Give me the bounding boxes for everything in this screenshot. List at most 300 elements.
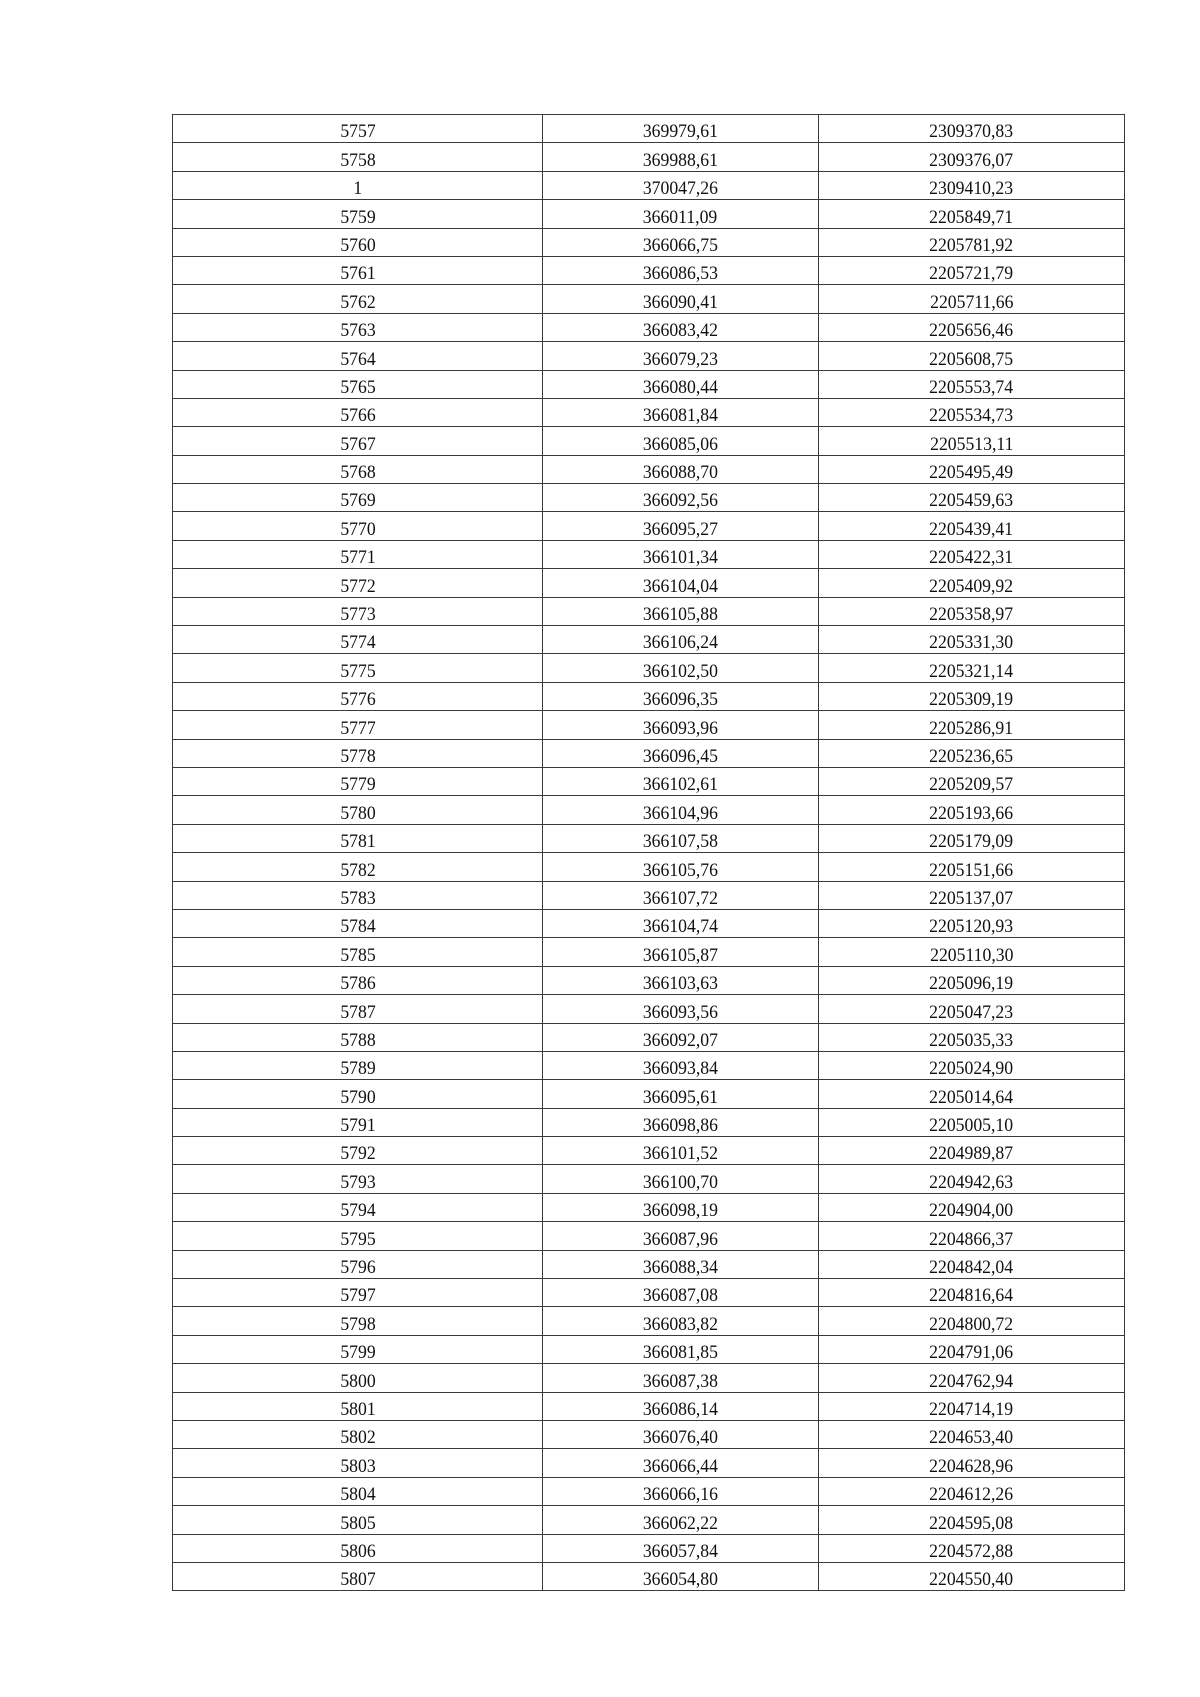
point-number-cell — [173, 1165, 543, 1193]
y-coordinate-cell — [819, 342, 1125, 370]
table-row — [173, 1506, 1125, 1534]
cell-text: 2205321,14 — [929, 660, 1014, 682]
cell-text: 5806 — [339, 1540, 376, 1562]
table-row — [173, 1108, 1125, 1136]
point-number-cell — [173, 313, 543, 341]
cell-text: 2205422,31 — [929, 547, 1014, 569]
table-row — [173, 1335, 1125, 1363]
y-coordinate-cell — [819, 370, 1125, 398]
x-coordinate-cell — [543, 171, 819, 199]
cell-text: 5760 — [339, 234, 376, 256]
coordinates-table-body — [173, 115, 1125, 1591]
x-coordinate-cell — [543, 200, 819, 228]
x-coordinate-cell — [543, 1279, 819, 1307]
point-number-cell — [173, 1364, 543, 1392]
cell-text: 5783 — [339, 887, 376, 909]
table-row — [173, 711, 1125, 739]
y-coordinate-cell — [819, 824, 1125, 852]
y-coordinate-cell — [819, 597, 1125, 625]
cell-text: 366079,23 — [642, 348, 719, 370]
table-row — [173, 1222, 1125, 1250]
point-number-cell — [173, 824, 543, 852]
cell-text: 2204572,88 — [929, 1540, 1014, 1562]
table-row — [173, 256, 1125, 284]
cell-text: 366057,84 — [642, 1540, 719, 1562]
cell-text: 2204628,96 — [929, 1455, 1014, 1477]
point-number-cell — [173, 569, 543, 597]
cell-text: 5765 — [339, 376, 376, 398]
cell-text: 366083,42 — [642, 320, 719, 342]
point-number-cell — [173, 228, 543, 256]
y-coordinate-cell — [819, 285, 1125, 313]
x-coordinate-cell — [543, 1023, 819, 1051]
cell-text: 2205286,91 — [929, 717, 1014, 739]
cell-text: 366095,61 — [642, 1086, 719, 1108]
x-coordinate-cell — [543, 597, 819, 625]
cell-text: 2205608,75 — [929, 348, 1014, 370]
cell-text: 5786 — [339, 973, 376, 995]
table-row — [173, 370, 1125, 398]
cell-text: 2204866,37 — [929, 1228, 1014, 1250]
y-coordinate-cell — [819, 1506, 1125, 1534]
table-row — [173, 540, 1125, 568]
point-number-cell — [173, 711, 543, 739]
point-number-cell — [173, 938, 543, 966]
cell-text: 5784 — [339, 916, 376, 938]
table-row — [173, 455, 1125, 483]
cell-text: 5759 — [339, 206, 376, 228]
cell-text: 5764 — [339, 348, 376, 370]
cell-text: 5763 — [339, 320, 376, 342]
y-coordinate-cell — [819, 626, 1125, 654]
cell-text: 2205110,30 — [929, 944, 1014, 966]
point-number-cell — [173, 342, 543, 370]
cell-text: 2205137,07 — [929, 887, 1014, 909]
point-number-cell — [173, 398, 543, 426]
cell-text: 366066,44 — [642, 1455, 719, 1477]
table-row — [173, 1420, 1125, 1448]
cell-text: 2205721,79 — [929, 263, 1014, 285]
cell-text: 5779 — [339, 774, 376, 796]
table-row — [173, 1449, 1125, 1477]
y-coordinate-cell — [819, 796, 1125, 824]
cell-text: 366104,04 — [642, 575, 719, 597]
x-coordinate-cell — [543, 370, 819, 398]
x-coordinate-cell — [543, 1193, 819, 1221]
cell-text: 5807 — [339, 1569, 376, 1591]
y-coordinate-cell — [819, 654, 1125, 682]
cell-text: 366104,74 — [642, 916, 719, 938]
cell-text: 5787 — [339, 1001, 376, 1023]
table-row — [173, 313, 1125, 341]
cell-text: 2205047,23 — [929, 1001, 1014, 1023]
point-number-cell — [173, 1335, 543, 1363]
point-number-cell — [173, 767, 543, 795]
y-coordinate-cell — [819, 313, 1125, 341]
y-coordinate-cell — [819, 115, 1125, 143]
table-row — [173, 909, 1125, 937]
table-row — [173, 1562, 1125, 1590]
cell-text: 366090,41 — [642, 291, 719, 313]
y-coordinate-cell — [819, 881, 1125, 909]
cell-text: 366102,50 — [642, 660, 719, 682]
table-row — [173, 1307, 1125, 1335]
x-coordinate-cell — [543, 824, 819, 852]
cell-text: 2204816,64 — [929, 1285, 1014, 1307]
cell-text: 2205711,66 — [929, 291, 1014, 313]
y-coordinate-cell — [819, 1392, 1125, 1420]
x-coordinate-cell — [543, 1165, 819, 1193]
cell-text: 2204942,63 — [929, 1171, 1014, 1193]
cell-text: 2205209,57 — [929, 774, 1014, 796]
point-number-cell — [173, 1108, 543, 1136]
table-row — [173, 995, 1125, 1023]
x-coordinate-cell — [543, 1534, 819, 1562]
cell-text: 5793 — [339, 1171, 376, 1193]
cell-text: 366087,96 — [642, 1228, 719, 1250]
table-row — [173, 1023, 1125, 1051]
cell-text: 5796 — [339, 1257, 376, 1279]
cell-text: 5802 — [339, 1427, 376, 1449]
x-coordinate-cell — [543, 569, 819, 597]
cell-text: 5772 — [339, 575, 376, 597]
cell-text: 5801 — [339, 1398, 376, 1420]
cell-text: 5803 — [339, 1455, 376, 1477]
cell-text: 2205849,71 — [929, 206, 1014, 228]
y-coordinate-cell — [819, 1250, 1125, 1278]
x-coordinate-cell — [543, 938, 819, 966]
cell-text: 5799 — [339, 1342, 376, 1364]
y-coordinate-cell — [819, 512, 1125, 540]
x-coordinate-cell — [543, 484, 819, 512]
cell-text: 2205358,97 — [929, 604, 1014, 626]
cell-text: 366095,27 — [642, 518, 719, 540]
table-row — [173, 1534, 1125, 1562]
y-coordinate-cell — [819, 682, 1125, 710]
point-number-cell — [173, 1279, 543, 1307]
cell-text: 366101,52 — [642, 1143, 719, 1165]
cell-text: 2204904,00 — [929, 1200, 1014, 1222]
x-coordinate-cell — [543, 682, 819, 710]
cell-text: 366098,19 — [642, 1200, 719, 1222]
cell-text: 2205014,64 — [929, 1086, 1014, 1108]
x-coordinate-cell — [543, 1364, 819, 1392]
cell-text: 366096,45 — [642, 745, 719, 767]
cell-text: 366103,63 — [642, 973, 719, 995]
table-row — [173, 966, 1125, 994]
cell-text: 366092,56 — [642, 490, 719, 512]
x-coordinate-cell — [543, 1137, 819, 1165]
cell-text: 5804 — [339, 1484, 376, 1506]
table-row — [173, 1137, 1125, 1165]
table-row — [173, 1165, 1125, 1193]
cell-text: 5771 — [339, 547, 376, 569]
cell-text: 5757 — [339, 121, 376, 143]
cell-text: 5791 — [339, 1115, 376, 1137]
point-number-cell — [173, 370, 543, 398]
x-coordinate-cell — [543, 909, 819, 937]
y-coordinate-cell — [819, 1080, 1125, 1108]
table-row — [173, 626, 1125, 654]
cell-text: 366081,85 — [642, 1342, 719, 1364]
table-row — [173, 767, 1125, 795]
cell-text: 366106,24 — [642, 632, 719, 654]
cell-text: 366081,84 — [642, 405, 719, 427]
cell-text: 366105,76 — [642, 859, 719, 881]
point-number-cell — [173, 796, 543, 824]
cell-text: 5800 — [339, 1370, 376, 1392]
cell-text: 2205151,66 — [929, 859, 1014, 881]
x-coordinate-cell — [543, 228, 819, 256]
point-number-cell — [173, 682, 543, 710]
cell-text: 366107,72 — [642, 887, 719, 909]
point-number-cell — [173, 654, 543, 682]
cell-text: 5778 — [339, 745, 376, 767]
x-coordinate-cell — [543, 1080, 819, 1108]
y-coordinate-cell — [819, 739, 1125, 767]
y-coordinate-cell — [819, 1193, 1125, 1221]
point-number-cell — [173, 1250, 543, 1278]
cell-text: 366086,53 — [642, 263, 719, 285]
cell-text: 366100,70 — [642, 1171, 719, 1193]
y-coordinate-cell — [819, 171, 1125, 199]
point-number-cell — [173, 626, 543, 654]
cell-text: 5797 — [339, 1285, 376, 1307]
x-coordinate-cell — [543, 427, 819, 455]
point-number-cell — [173, 427, 543, 455]
point-number-cell — [173, 455, 543, 483]
table-row — [173, 597, 1125, 625]
cell-text: 366088,70 — [642, 462, 719, 484]
point-number-cell — [173, 1193, 543, 1221]
cell-text: 2204612,26 — [929, 1484, 1014, 1506]
table-row — [173, 654, 1125, 682]
cell-text: 366093,96 — [642, 717, 719, 739]
y-coordinate-cell — [819, 1137, 1125, 1165]
cell-text: 5790 — [339, 1086, 376, 1108]
point-number-cell — [173, 1051, 543, 1079]
point-number-cell — [173, 1506, 543, 1534]
point-number-cell — [173, 739, 543, 767]
table-row — [173, 569, 1125, 597]
y-coordinate-cell — [819, 1562, 1125, 1590]
cell-text: 5794 — [339, 1200, 376, 1222]
cell-text: 366054,80 — [642, 1569, 719, 1591]
table-row — [173, 285, 1125, 313]
cell-text: 366085,06 — [642, 433, 719, 455]
cell-text: 366105,87 — [642, 944, 719, 966]
x-coordinate-cell — [543, 1420, 819, 1448]
cell-text: 2309376,07 — [929, 149, 1014, 171]
point-number-cell — [173, 909, 543, 937]
table-row — [173, 1279, 1125, 1307]
y-coordinate-cell — [819, 1477, 1125, 1505]
x-coordinate-cell — [543, 1222, 819, 1250]
y-coordinate-cell — [819, 1222, 1125, 1250]
cell-text: 5773 — [339, 604, 376, 626]
x-coordinate-cell — [543, 1250, 819, 1278]
y-coordinate-cell — [819, 966, 1125, 994]
cell-text: 5789 — [339, 1058, 376, 1080]
table-row — [173, 1250, 1125, 1278]
coordinates-table — [172, 114, 1125, 1591]
cell-text: 2205035,33 — [929, 1029, 1014, 1051]
cell-text: 5782 — [339, 859, 376, 881]
cell-text: 366066,75 — [642, 234, 719, 256]
cell-text: 2205024,90 — [929, 1058, 1014, 1080]
y-coordinate-cell — [819, 1279, 1125, 1307]
table-row — [173, 200, 1125, 228]
y-coordinate-cell — [819, 427, 1125, 455]
cell-text: 5792 — [339, 1143, 376, 1165]
cell-text: 366107,58 — [642, 831, 719, 853]
y-coordinate-cell — [819, 1534, 1125, 1562]
cell-text: 5785 — [339, 944, 376, 966]
cell-text: 2205534,73 — [929, 405, 1014, 427]
x-coordinate-cell — [543, 455, 819, 483]
cell-text: 2204989,87 — [929, 1143, 1014, 1165]
x-coordinate-cell — [543, 512, 819, 540]
x-coordinate-cell — [543, 115, 819, 143]
table-row — [173, 881, 1125, 909]
x-coordinate-cell — [543, 256, 819, 284]
table-row — [173, 796, 1125, 824]
table-row — [173, 143, 1125, 171]
y-coordinate-cell — [819, 938, 1125, 966]
x-coordinate-cell — [543, 881, 819, 909]
table-row — [173, 739, 1125, 767]
cell-text: 2204842,04 — [929, 1257, 1014, 1279]
cell-text: 366062,22 — [642, 1512, 719, 1534]
cell-text: 5798 — [339, 1313, 376, 1335]
y-coordinate-cell — [819, 1335, 1125, 1363]
x-coordinate-cell — [543, 853, 819, 881]
y-coordinate-cell — [819, 1108, 1125, 1136]
x-coordinate-cell — [543, 1562, 819, 1590]
cell-text: 369988,61 — [642, 149, 719, 171]
table-row — [173, 228, 1125, 256]
x-coordinate-cell — [543, 1335, 819, 1363]
table-row — [173, 1392, 1125, 1420]
x-coordinate-cell — [543, 1307, 819, 1335]
x-coordinate-cell — [543, 285, 819, 313]
cell-text: 5795 — [339, 1228, 376, 1250]
cell-text: 366066,16 — [642, 1484, 719, 1506]
cell-text: 366087,08 — [642, 1285, 719, 1307]
cell-text: 2204800,72 — [929, 1313, 1014, 1335]
cell-text: 2205656,46 — [929, 320, 1014, 342]
table-row — [173, 938, 1125, 966]
cell-text: 2205331,30 — [929, 632, 1014, 654]
x-coordinate-cell — [543, 711, 819, 739]
y-coordinate-cell — [819, 228, 1125, 256]
table-row — [173, 398, 1125, 426]
y-coordinate-cell — [819, 398, 1125, 426]
cell-text: 5805 — [339, 1512, 376, 1534]
y-coordinate-cell — [819, 1420, 1125, 1448]
cell-text: 366076,40 — [642, 1427, 719, 1449]
point-number-cell — [173, 1420, 543, 1448]
y-coordinate-cell — [819, 1051, 1125, 1079]
x-coordinate-cell — [543, 1477, 819, 1505]
cell-text: 370047,26 — [642, 178, 719, 200]
y-coordinate-cell — [819, 995, 1125, 1023]
point-number-cell — [173, 881, 543, 909]
point-number-cell — [173, 853, 543, 881]
point-number-cell — [173, 1449, 543, 1477]
cell-text: 366102,61 — [642, 774, 719, 796]
x-coordinate-cell — [543, 966, 819, 994]
y-coordinate-cell — [819, 767, 1125, 795]
table-row — [173, 1080, 1125, 1108]
cell-text: 5769 — [339, 490, 376, 512]
cell-text: 2204791,06 — [929, 1342, 1014, 1364]
cell-text: 1 — [353, 178, 362, 200]
cell-text: 2205459,63 — [929, 490, 1014, 512]
y-coordinate-cell — [819, 1307, 1125, 1335]
x-coordinate-cell — [543, 342, 819, 370]
cell-text: 2205513,11 — [929, 433, 1014, 455]
cell-text: 5758 — [339, 149, 376, 171]
cell-text: 2204653,40 — [929, 1427, 1014, 1449]
x-coordinate-cell — [543, 995, 819, 1023]
point-number-cell — [173, 200, 543, 228]
y-coordinate-cell — [819, 143, 1125, 171]
cell-text: 2204714,19 — [929, 1398, 1014, 1420]
x-coordinate-cell — [543, 1051, 819, 1079]
y-coordinate-cell — [819, 455, 1125, 483]
cell-text: 2309410,23 — [929, 178, 1014, 200]
point-number-cell — [173, 597, 543, 625]
point-number-cell — [173, 512, 543, 540]
y-coordinate-cell — [819, 1449, 1125, 1477]
y-coordinate-cell — [819, 909, 1125, 937]
point-number-cell — [173, 1137, 543, 1165]
cell-text: 5775 — [339, 660, 376, 682]
table-row — [173, 1364, 1125, 1392]
cell-text: 5781 — [339, 831, 376, 853]
point-number-cell — [173, 1392, 543, 1420]
point-number-cell — [173, 256, 543, 284]
point-number-cell — [173, 1023, 543, 1051]
x-coordinate-cell — [543, 1506, 819, 1534]
cell-text: 2309370,83 — [929, 121, 1014, 143]
table-row — [173, 1051, 1125, 1079]
y-coordinate-cell — [819, 711, 1125, 739]
x-coordinate-cell — [543, 398, 819, 426]
point-number-cell — [173, 143, 543, 171]
y-coordinate-cell — [819, 540, 1125, 568]
table-row — [173, 1193, 1125, 1221]
cell-text: 366088,34 — [642, 1257, 719, 1279]
table-row — [173, 853, 1125, 881]
x-coordinate-cell — [543, 313, 819, 341]
x-coordinate-cell — [543, 654, 819, 682]
table-row — [173, 484, 1125, 512]
cell-text: 2205236,65 — [929, 745, 1014, 767]
y-coordinate-cell — [819, 1165, 1125, 1193]
table-row — [173, 171, 1125, 199]
point-number-cell — [173, 1562, 543, 1590]
point-number-cell — [173, 1080, 543, 1108]
cell-text: 5780 — [339, 802, 376, 824]
cell-text: 5761 — [339, 263, 376, 285]
point-number-cell — [173, 171, 543, 199]
x-coordinate-cell — [543, 626, 819, 654]
point-number-cell — [173, 285, 543, 313]
cell-text: 2205495,49 — [929, 462, 1014, 484]
y-coordinate-cell — [819, 1023, 1125, 1051]
